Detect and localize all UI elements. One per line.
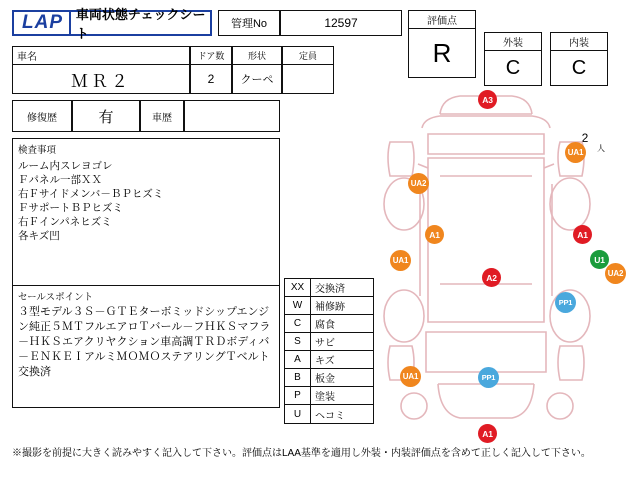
damage-marker[interactable]: UA1 <box>565 142 586 163</box>
legend-code: P <box>285 387 311 404</box>
seat-count-label: 定員 <box>282 46 334 64</box>
damage-marker[interactable]: A2 <box>482 268 501 287</box>
vehicle-history-label: 車歴 <box>140 100 184 132</box>
inspection-note-line: 右Ｆサイドメンバ－ＢＰヒズミ <box>18 188 164 200</box>
exterior-label: 外装 <box>484 32 542 50</box>
damage-marker[interactable]: A1 <box>425 225 444 244</box>
management-no-value: 12597 <box>280 10 402 36</box>
legend-desc: 交換済 <box>315 284 345 295</box>
legend-row <box>285 279 373 297</box>
legend-desc: サビ <box>315 338 335 349</box>
door-count-value: 2 <box>190 64 232 94</box>
vehicle-damage-diagram <box>382 84 628 439</box>
damage-marker[interactable]: PP1 <box>555 292 576 313</box>
legend-row <box>285 315 373 333</box>
inspection-notes-section <box>12 138 280 286</box>
legend-code: XX <box>285 279 311 296</box>
footer-note: ※撮影を前提に大きく読みやすく記入して下さい。評価点はLAA基準を適用し外装・内装評価点を含めて正しく記入して下さい。 <box>12 448 591 459</box>
inspection-note-line: Ｆパネル一部ＸＸ <box>18 174 102 186</box>
exterior-grade: C <box>484 50 542 86</box>
legend-code: S <box>285 333 311 350</box>
inspection-note-line: 各キズ凹 <box>18 230 60 242</box>
legend-desc: 腐食 <box>315 320 335 331</box>
brand-logo <box>12 7 212 41</box>
seat-count-value: 2 <box>581 131 589 145</box>
sales-points-title: セールスポイント <box>18 292 94 303</box>
damage-marker[interactable]: UA2 <box>605 263 626 284</box>
damage-marker[interactable]: A1 <box>478 424 497 443</box>
damage-marker[interactable]: UA1 <box>400 366 421 387</box>
legend-desc: 塗装 <box>315 392 335 403</box>
legend-desc: 補修跡 <box>315 302 345 313</box>
inspection-note-line: 右Ｆインパネヒズミ <box>18 216 112 228</box>
legend-row <box>285 387 373 405</box>
damage-code-legend <box>284 278 374 424</box>
seat-count-unit: 人 <box>597 144 605 153</box>
legend-row <box>285 351 373 369</box>
damage-marker[interactable]: PP1 <box>478 367 499 388</box>
inspection-note-line: ＦサポートＢＰヒズミ <box>18 202 123 214</box>
inspection-note-line: ルーム内スレヨゴレ <box>18 160 113 172</box>
legend-code: A <box>285 351 311 368</box>
page-title: 車両状態チェックシート <box>75 7 206 41</box>
legend-row <box>285 333 373 351</box>
repair-history-label: 修復歴 <box>12 100 72 132</box>
car-name-value: ＭＲ２ <box>12 64 190 94</box>
door-count-label: ドア数 <box>190 46 232 64</box>
legend-code: C <box>285 315 311 332</box>
legend-desc: ヘコミ <box>315 410 345 422</box>
management-no-label: 管理No <box>218 10 280 36</box>
damage-marker[interactable]: UA1 <box>390 250 411 271</box>
vehicle-history-value <box>184 100 280 132</box>
damage-marker[interactable]: A3 <box>478 90 497 109</box>
legend-code: W <box>285 297 311 314</box>
sales-points-section <box>12 286 280 408</box>
damage-marker[interactable]: A1 <box>573 225 592 244</box>
interior-grade: C <box>550 50 608 86</box>
sales-points-text: ３型モデル３Ｓ－ＧＴＥターボミッドシップエンジン純正５ＭＴフルエアロＴバール－フＨＫＳマフラ－ＨＫＳエアクリヤクション車高調ＴＲＤボディバ－ＥＮＫＥＩアルミＭＯＭＯステアリングＴベルト交換済 <box>18 306 271 378</box>
body-shape-label: 形状 <box>232 46 282 64</box>
inspection-notes-title: 検査事項 <box>18 145 57 156</box>
legend-row <box>285 369 373 387</box>
brand-logo-text: LAP <box>22 12 63 33</box>
legend-row <box>285 405 373 423</box>
car-name-label: 車名 <box>12 46 190 64</box>
legend-desc: キズ <box>315 356 335 367</box>
rating-value: R <box>408 28 476 78</box>
legend-code: B <box>285 369 311 386</box>
legend-row <box>285 297 373 315</box>
interior-label: 内装 <box>550 32 608 50</box>
damage-marker[interactable]: U1 <box>590 250 609 269</box>
repair-history-value: 有 <box>72 100 140 132</box>
legend-desc: 板金 <box>315 374 335 385</box>
damage-marker[interactable]: UA2 <box>408 173 429 194</box>
rating-label: 評価点 <box>408 10 476 28</box>
body-shape-value: クーペ <box>232 64 282 94</box>
legend-code: U <box>285 405 311 423</box>
